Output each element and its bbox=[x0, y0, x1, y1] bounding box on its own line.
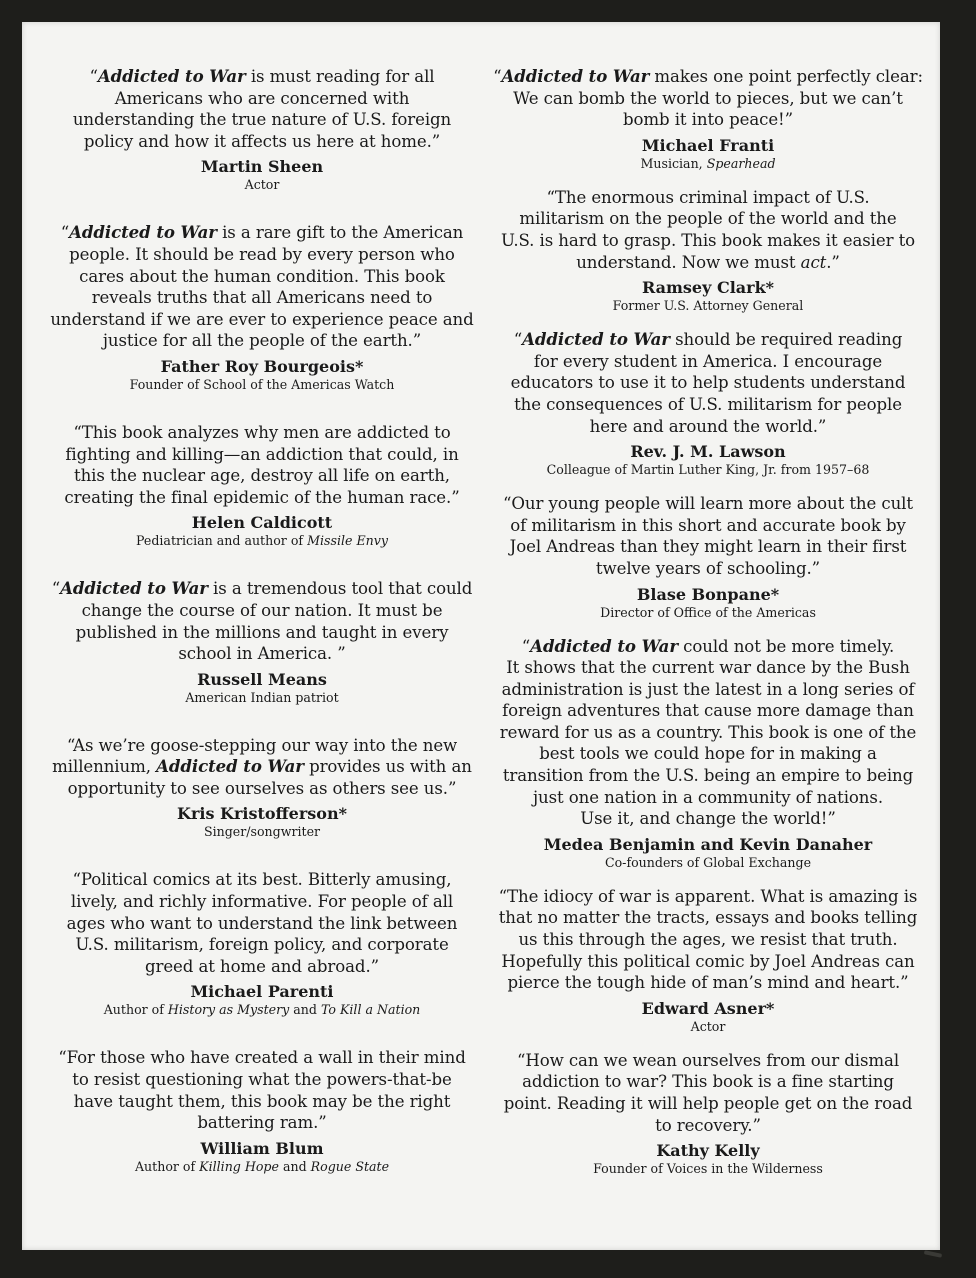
testimonial-author: Martin Sheen bbox=[200, 157, 324, 177]
scan-smudge bbox=[924, 1250, 942, 1258]
testimonial bbox=[42, 869, 482, 1018]
testimonial-quote: “Our young people will learn more about the cult of militarism in this short and accurate book by Joel Andreas than they might learn in their first twelve years of schooling.” bbox=[503, 494, 913, 578]
testimonial-author: Kris Kristofferson* bbox=[177, 804, 347, 824]
testimonial bbox=[488, 493, 928, 620]
testimonial-quote: “Addicted to War is must reading for all Americans who are concerned with understanding the true nature of U.S. foreign policy and how it affects us here at home.” bbox=[72, 66, 452, 151]
testimonial-quote: “The enormous criminal impact of U.S. militarism on the people of the world and the U.S. is hard to grasp. This book makes it easier to understand. Now we must act.” bbox=[500, 187, 916, 272]
testimonial bbox=[42, 578, 482, 705]
testimonial-quote: “For those who have created a wall in their mind to resist questioning what the powers-that-be have taught them, this book may be the right battering ram.” bbox=[58, 1048, 466, 1133]
testimonial-author: Medea Benjamin and Kevin Danaher bbox=[543, 834, 873, 854]
testimonial bbox=[488, 66, 928, 172]
testimonial-author: Kathy Kelly bbox=[656, 1141, 760, 1161]
testimonial-quote: “This book analyzes why men are addicted to fighting and killing—an addiction that could, in this the nuclear age, destroy all life on earth, creating the final epidemic of the human race.” bbox=[64, 422, 460, 507]
testimonial-author: Edward Asner* bbox=[641, 998, 775, 1018]
testimonial-author-role: American Indian patriot bbox=[185, 689, 339, 705]
testimonial-author-role: Founder of School of the Americas Watch bbox=[129, 376, 395, 392]
testimonial-author-role: Actor bbox=[690, 1018, 726, 1034]
testimonial-author: Helen Caldicott bbox=[191, 513, 333, 533]
testimonial bbox=[42, 66, 482, 193]
left-column bbox=[42, 66, 482, 1175]
testimonial-author: William Blum bbox=[200, 1138, 324, 1158]
testimonial-author: Russell Means bbox=[197, 669, 327, 689]
testimonial-quote: “Addicted to War should be required reading for every student in America. I encourage educators to use it to help students understand the consequences of U.S. militarism for people here and around the world.” bbox=[510, 329, 906, 436]
testimonial-author-role: Co-founders of Global Exchange bbox=[604, 854, 812, 870]
testimonial-author-role: Director of Office of the Americas bbox=[600, 604, 816, 620]
testimonial bbox=[488, 187, 928, 314]
testimonial bbox=[42, 222, 482, 393]
testimonial-quote: “Addicted to War could not be more timely. It shows that the current war dance by the Bush administration is just the latest in a long series of foreign adventures that cause more damage than reward for us as a country. This book is one of the best tools we could hope for in making a transition from the U.S. being an empire to being just one nation in a community of nations. Use it, and change the world!” bbox=[499, 635, 917, 829]
testimonial-author-role: Author of History as Mystery and To Kill a Nation bbox=[103, 1002, 421, 1018]
testimonial-quote: “Addicted to War is a rare gift to the American people. It should be read by every person who cares about the human condition. This book reveals truths that all Americans need to understand if we are ever to experience peace and justice for all the people of the earth.” bbox=[50, 222, 474, 351]
testimonial bbox=[488, 329, 928, 478]
testimonial-author: Father Roy Bourgeois* bbox=[160, 356, 364, 376]
testimonial-author: Michael Franti bbox=[641, 135, 775, 155]
testimonial-author-role: Former U.S. Attorney General bbox=[612, 298, 804, 314]
testimonial-author-role: Founder of Voices in the Wilderness bbox=[593, 1161, 823, 1177]
testimonial bbox=[42, 422, 482, 549]
testimonial bbox=[488, 636, 928, 871]
testimonial-quote: “Addicted to War makes one point perfectly clear: We can bomb the world to pieces, but we can’t bomb it into peace!” bbox=[493, 66, 923, 130]
testimonial-author: Ramsey Clark* bbox=[641, 278, 775, 298]
testimonial-author-role: Pediatrician and author of Missile Envy bbox=[135, 533, 388, 549]
testimonial-author-role: Singer/songwriter bbox=[203, 824, 321, 840]
testimonial-quote: “The idiocy of war is apparent. What is amazing is that no matter the tracts, essays and books telling us this through the ages, we resist that truth. Hopefully this political comic by Joel Andreas can pierce the tough hide of man’s mind and heart.” bbox=[498, 886, 918, 993]
book-page bbox=[22, 22, 940, 1250]
testimonial bbox=[42, 735, 482, 841]
testimonial-quote: “Political comics at its best. Bitterly amusing, lively, and richly informative. For people of all ages who want to understand the link between U.S. militarism, foreign policy, and corporate greed at home and abroad.” bbox=[66, 870, 458, 976]
testimonial-author: Blase Bonpane* bbox=[636, 584, 780, 604]
testimonial bbox=[488, 1050, 928, 1177]
testimonial-author: Michael Parenti bbox=[190, 982, 334, 1002]
testimonial-author: Rev. J. M. Lawson bbox=[630, 442, 786, 462]
testimonial-quote: “How can we wean ourselves from our dismal addiction to war? This book is a fine starting point. Reading it will help people get on the road to recovery.” bbox=[503, 1050, 913, 1135]
testimonial-author-role: Actor bbox=[244, 177, 280, 193]
testimonial bbox=[42, 1047, 482, 1174]
testimonial-quote: “Addicted to War is a tremendous tool that could change the course of our nation. It must be published in the millions and taught in every school in America. ” bbox=[51, 578, 473, 664]
right-column bbox=[488, 66, 928, 1177]
testimonial bbox=[488, 886, 928, 1035]
testimonial-author-role: Musician, Spearhead bbox=[640, 155, 776, 171]
testimonial-author-role: Author of Killing Hope and Rogue State bbox=[134, 1158, 390, 1174]
testimonial-quote: “As we’re goose-stepping our way into the new millennium, Addicted to War provides us with an opportunity to see ourselves as others see us.” bbox=[52, 735, 472, 798]
testimonial-author-role: Colleague of Martin Luther King, Jr. from 1957–68 bbox=[546, 462, 870, 478]
